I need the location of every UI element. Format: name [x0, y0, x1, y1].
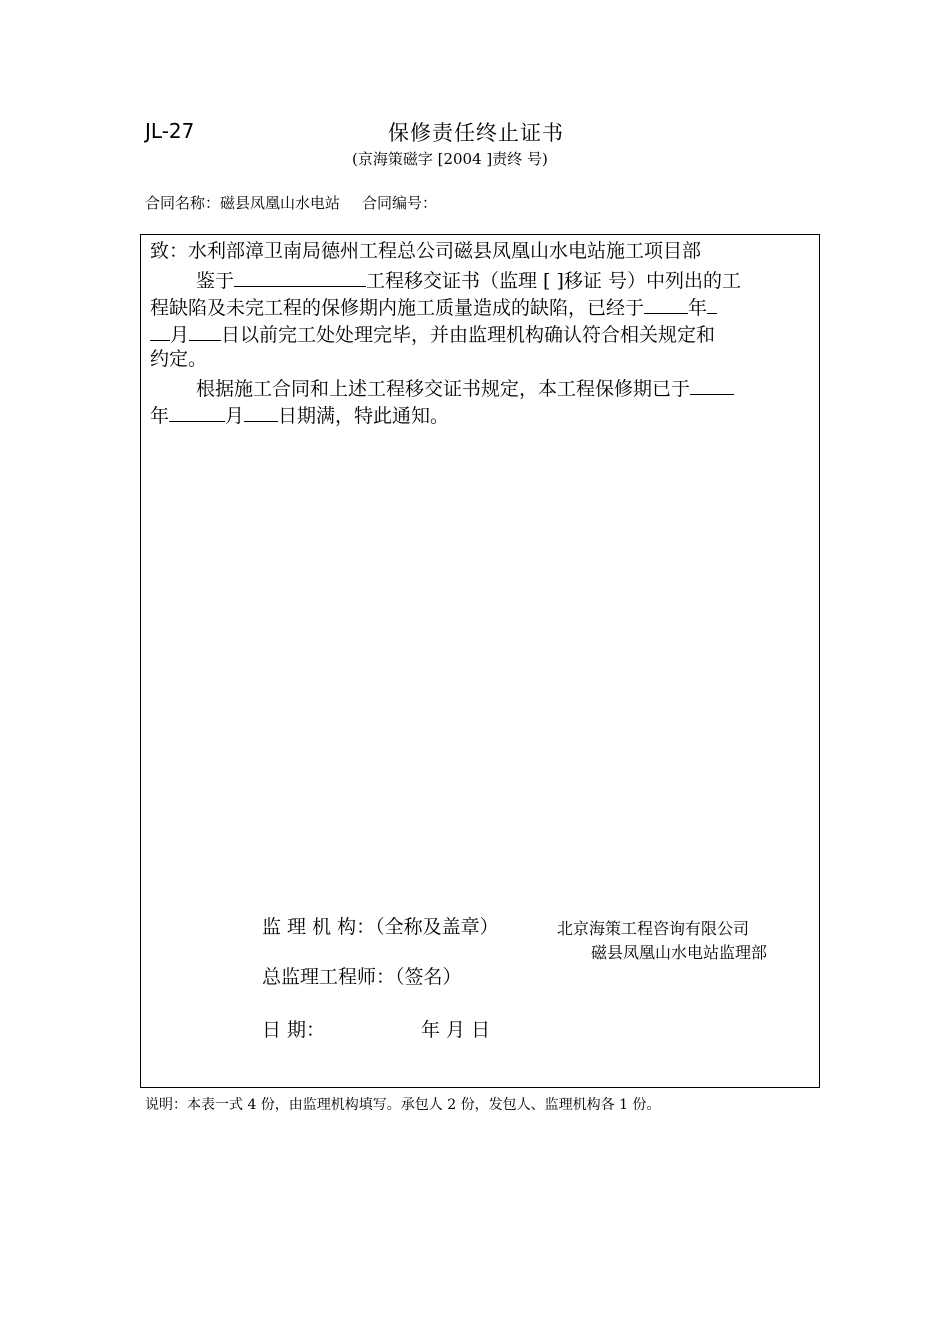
chief-engineer-label: 总监理工程师：（签名）	[262, 966, 462, 988]
contract-info	[145, 192, 437, 213]
completion-year-blank[interactable]	[644, 296, 688, 314]
p1-line3-text-b: 日以前完工处处理完毕，并由监理机构确认符合相关规定和	[221, 324, 716, 346]
completion-day-blank[interactable]	[189, 323, 221, 341]
contract-number-label: 合同编号：	[362, 194, 438, 212]
expiry-year-blank-cont[interactable]	[169, 404, 225, 422]
certificate-body-box	[140, 234, 820, 1088]
paragraph-1-line-3	[150, 323, 715, 345]
project-name-blank[interactable]	[234, 269, 366, 287]
paragraph-2-line-2	[150, 404, 449, 426]
supervisor-org-dept: 磁县凤凰山水电站监理部	[591, 943, 768, 962]
expiry-year-blank[interactable]	[690, 377, 734, 395]
contract-name-label: 合同名称：	[145, 194, 221, 212]
supervisor-org-line	[262, 912, 499, 939]
p2-line2-text-a: 年	[150, 405, 170, 427]
p1-line3-text-a: 月	[170, 324, 190, 346]
supervisor-org-label: 监 理 机 构：（全称及盖章）	[262, 916, 499, 938]
document-number: (京海策磁字 [2004 ]责终 号)	[352, 150, 548, 168]
paragraph-1-line-4: 约定。	[150, 348, 208, 370]
date-label: 日 期：	[262, 1019, 326, 1041]
footer-note: 说明：本表一式 4 份，由监理机构填写。承包人 2 份，发包人、监理机构各 1 份。	[145, 1097, 661, 1113]
document-title: 保修责任终止证书	[388, 121, 564, 145]
date-fields: 年 月 日	[421, 1019, 491, 1041]
p2-line2-text-b: 月	[225, 405, 245, 427]
p1-text-a: 鉴于	[196, 270, 235, 292]
p2-line2-text-c: 日期满，特此通知。	[278, 405, 450, 427]
contract-name-value: 磁县凤凰山水电站	[220, 194, 341, 212]
p1-line2-text-a: 程缺陷及未完工程的保修期内施工质量造成的缺陷，已经于	[150, 297, 645, 319]
paragraph-2-line-1	[196, 377, 734, 399]
expiry-day-blank[interactable]	[244, 404, 278, 422]
paragraph-1-line-2	[150, 296, 717, 318]
completion-month-blank[interactable]	[150, 323, 170, 341]
p1-line2-text-b: 年	[688, 297, 708, 319]
completion-month-blank-start[interactable]	[707, 296, 717, 314]
addressee-line: 致：水利部漳卫南局德州工程总公司磁县凤凰山水电站施工项目部	[150, 240, 702, 262]
p2-text-a: 根据施工合同和上述工程移交证书规定，本工程保修期已于	[196, 378, 691, 400]
paragraph-1-line-1	[196, 269, 741, 291]
date-line	[262, 1015, 325, 1042]
form-code: JL-27	[145, 119, 195, 143]
p1-text-b: 工程移交证书（监理 [ ]移证 号）中列出的工	[366, 270, 741, 292]
supervisor-org-name: 北京海策工程咨询有限公司	[557, 919, 750, 938]
